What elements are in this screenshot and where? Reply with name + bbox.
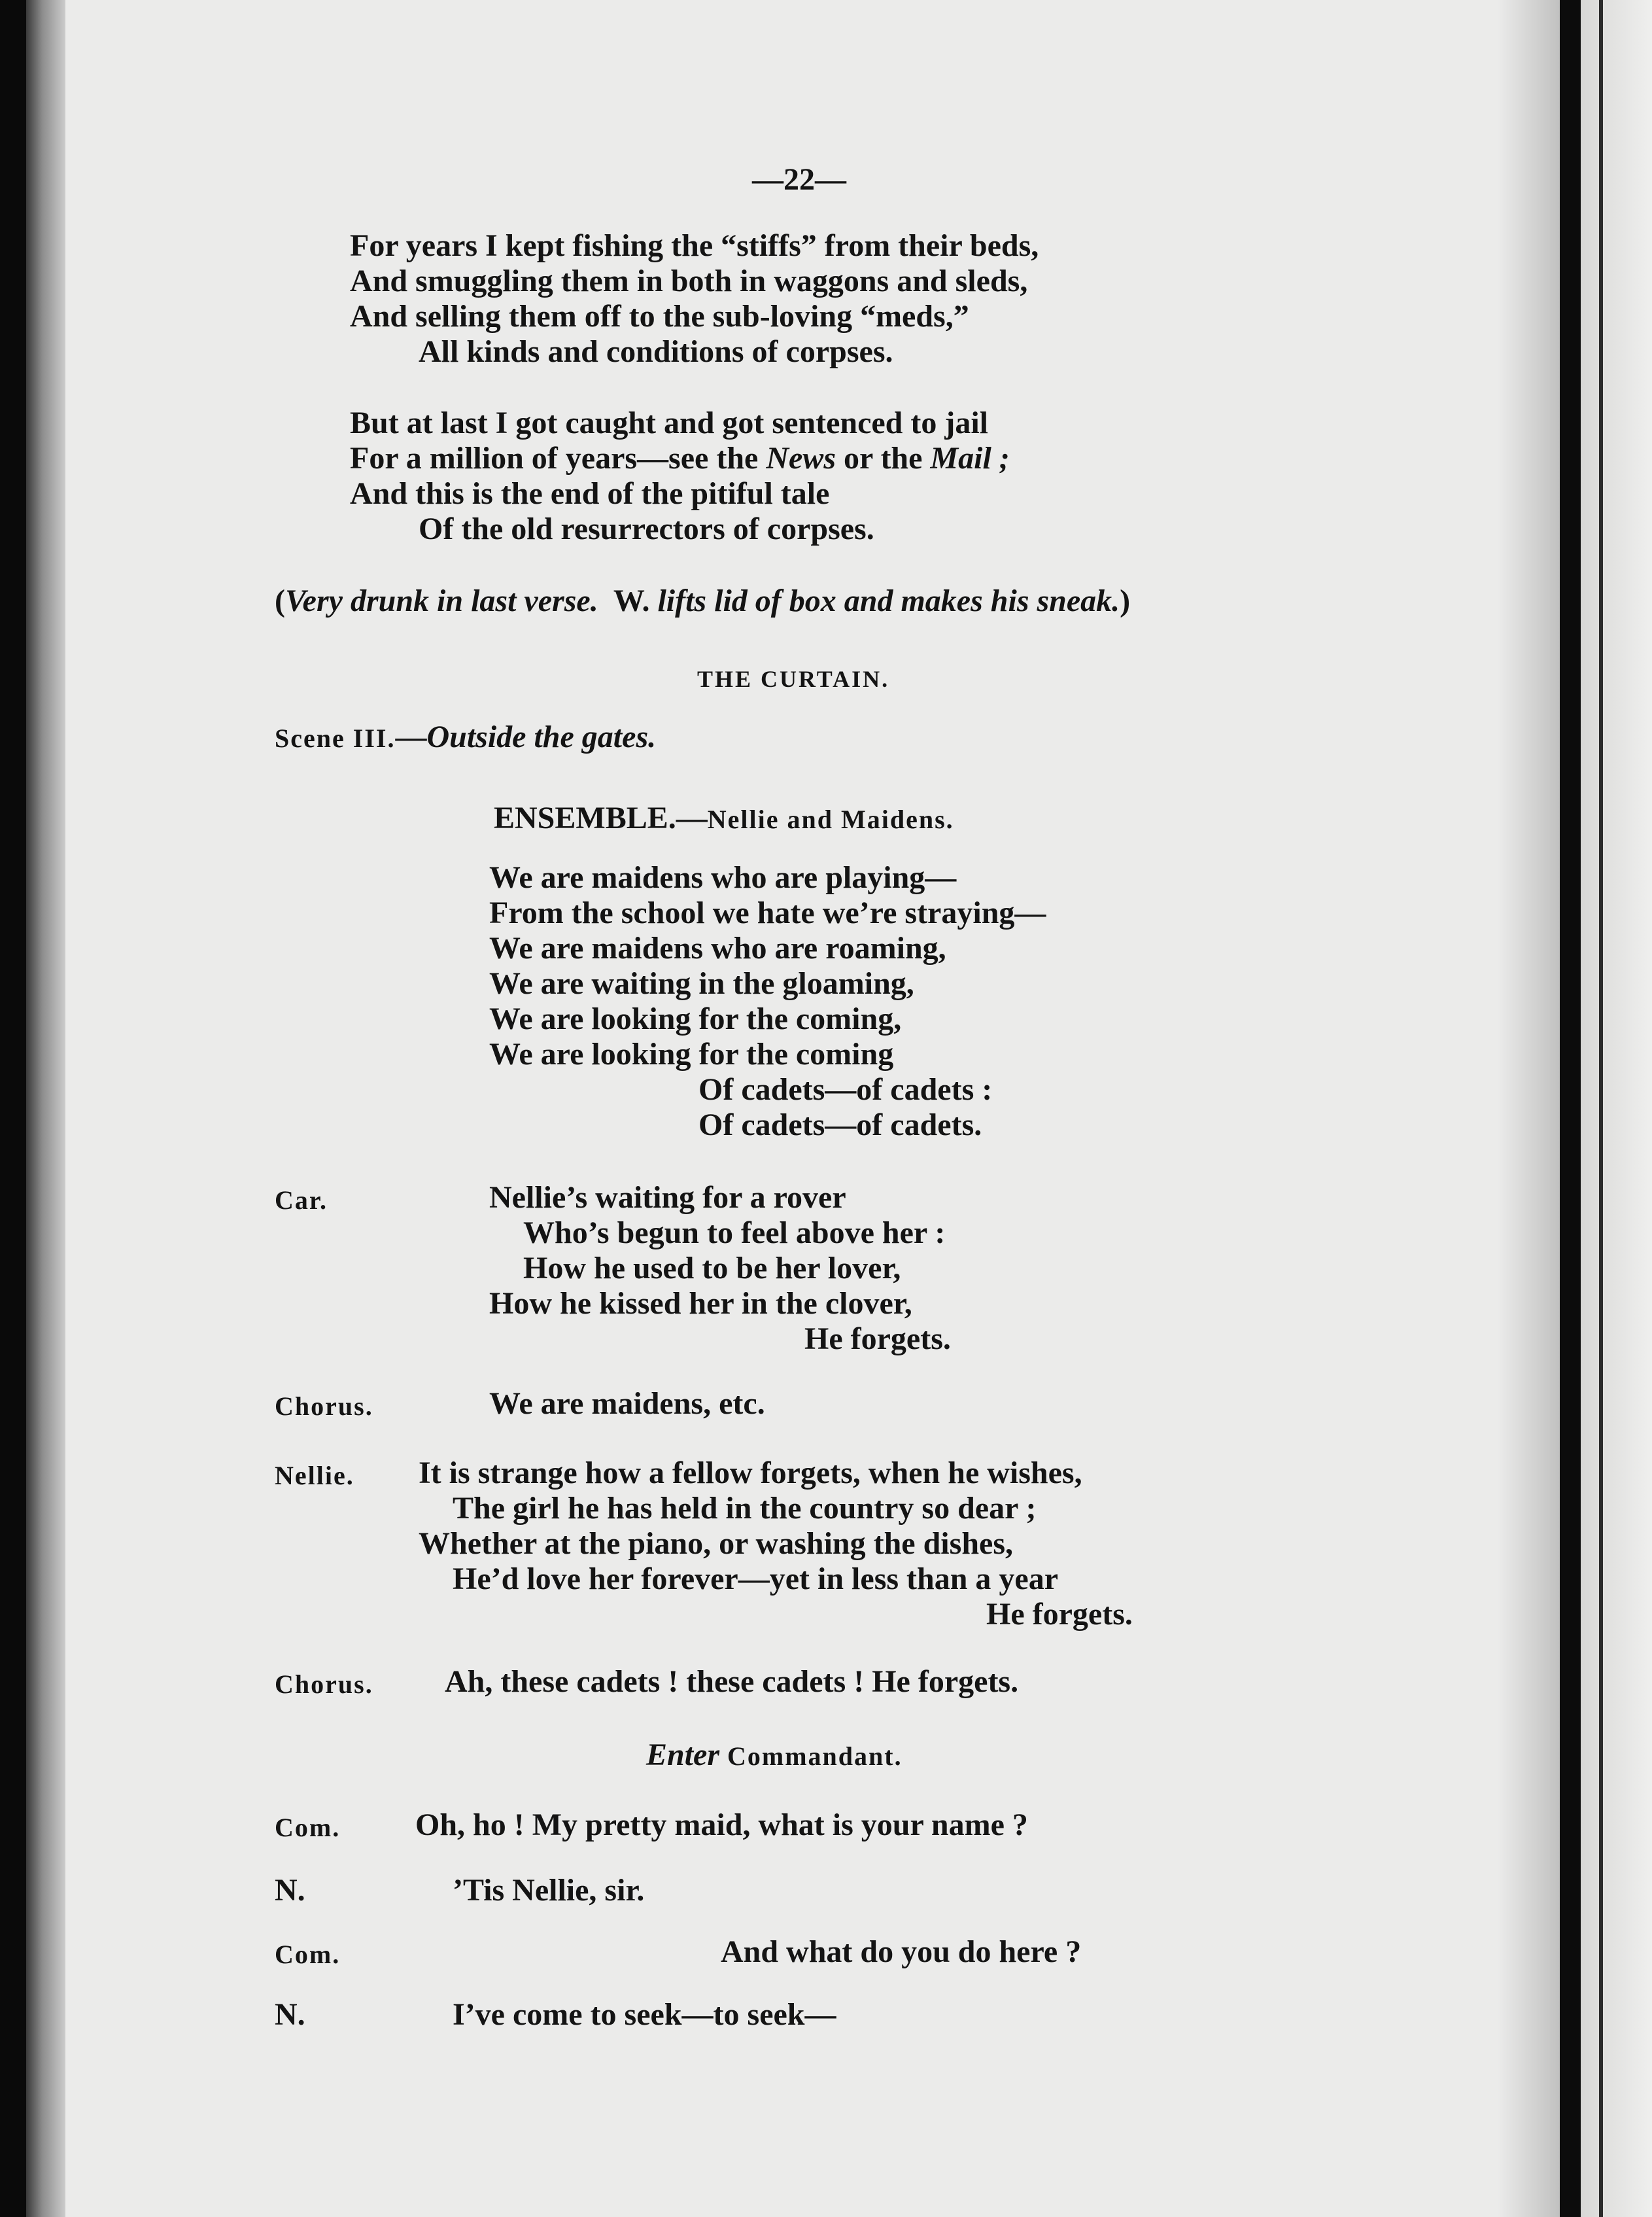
car-line: How he kissed her in the clover, (489, 1286, 912, 1321)
nellie-line: Whether at the piano, or washing the dishes, (419, 1526, 1013, 1561)
speaker-nellie: Nellie. (275, 1461, 354, 1490)
car-line: He forgets. (804, 1321, 951, 1356)
dialogue-line: And what do you do here ? (721, 1934, 1082, 1969)
car-line: Nellie’s waiting for a rover (489, 1180, 846, 1215)
chorus-line: We are maidens, etc. (489, 1386, 765, 1421)
ensemble-line: We are waiting in the gloaming, (489, 966, 914, 1001)
speaker-com: Com. (275, 1940, 341, 1969)
ensemble-line: We are looking for the coming, (489, 1002, 902, 1036)
ensemble-line: Of cadets—of cadets. (698, 1108, 982, 1142)
scene-heading: Scene III.—Outside the gates. (275, 720, 657, 754)
speaker-n: N. (275, 1873, 305, 1908)
curtain-heading: THE CURTAIN. (697, 666, 890, 692)
ensemble-line: From the school we hate we’re straying— (489, 896, 1046, 930)
nellie-line: He forgets. (986, 1597, 1133, 1632)
stage-direction: (Very drunk in last verse. W. lifts lid of box and makes his sneak.) (275, 584, 1131, 618)
scan-left-border (0, 0, 26, 2217)
stanza2-line: Of the old resurrectors of corpses. (419, 512, 874, 546)
enter-direction: Enter Commandant. (646, 1737, 903, 1772)
stanza2-line: But at last I got caught and got sentenced to jail (350, 406, 989, 440)
speaker-com: Com. (275, 1813, 341, 1842)
speaker-car: Car. (275, 1185, 328, 1215)
car-line: How he used to be her lover, (523, 1251, 901, 1285)
ensemble-line: We are looking for the coming (489, 1037, 894, 1072)
book-binding (1560, 0, 1581, 2217)
stanza1-line: And selling them off to the sub-loving “meds,” (350, 299, 969, 334)
stanza2-line: For a million of years—see the News or the Mail ; (350, 441, 1010, 476)
ensemble-heading: ENSEMBLE.—Nellie and Maidens. (494, 801, 954, 835)
stanza2-line: And this is the end of the pitiful tale (350, 476, 830, 511)
stanza1-line: All kinds and conditions of corpses. (419, 334, 893, 369)
speaker-chorus: Chorus. (275, 1391, 373, 1421)
stanza1-line: For years I kept fishing the “stiffs” from their beds, (350, 228, 1039, 263)
car-line: Who’s begun to feel above her : (523, 1215, 946, 1250)
stanza1-line: And smuggling them in both in waggons and sleds, (350, 264, 1028, 298)
ensemble-line: Of cadets—of cadets : (698, 1072, 993, 1107)
ensemble-line: We are maidens who are playing— (489, 860, 957, 895)
chorus-line: Ah, these cadets ! these cadets ! He forgets. (445, 1664, 1019, 1699)
speaker-chorus: Chorus. (275, 1669, 373, 1699)
page-gutter-shadow (1498, 0, 1560, 2217)
nellie-line: He’d love her forever—yet in less than a year (453, 1562, 1059, 1596)
dialogue-line: Oh, ho ! My pretty maid, what is your name ? (415, 1807, 1028, 1842)
dialogue-line: I’ve come to seek—to seek— (453, 1997, 836, 2032)
next-page-edge-line (1599, 0, 1603, 2217)
ensemble-line: We are maidens who are roaming, (489, 931, 946, 966)
dialogue-line: ’Tis Nellie, sir. (453, 1873, 645, 1908)
speaker-n: N. (275, 1997, 305, 2032)
page-number: —22— (752, 162, 846, 197)
nellie-line: It is strange how a fellow forgets, when he wishes, (419, 1456, 1082, 1490)
next-page-sliver (1581, 0, 1652, 2217)
scan-page-edge (26, 0, 67, 2217)
nellie-line: The girl he has held in the country so dear ; (453, 1491, 1037, 1526)
